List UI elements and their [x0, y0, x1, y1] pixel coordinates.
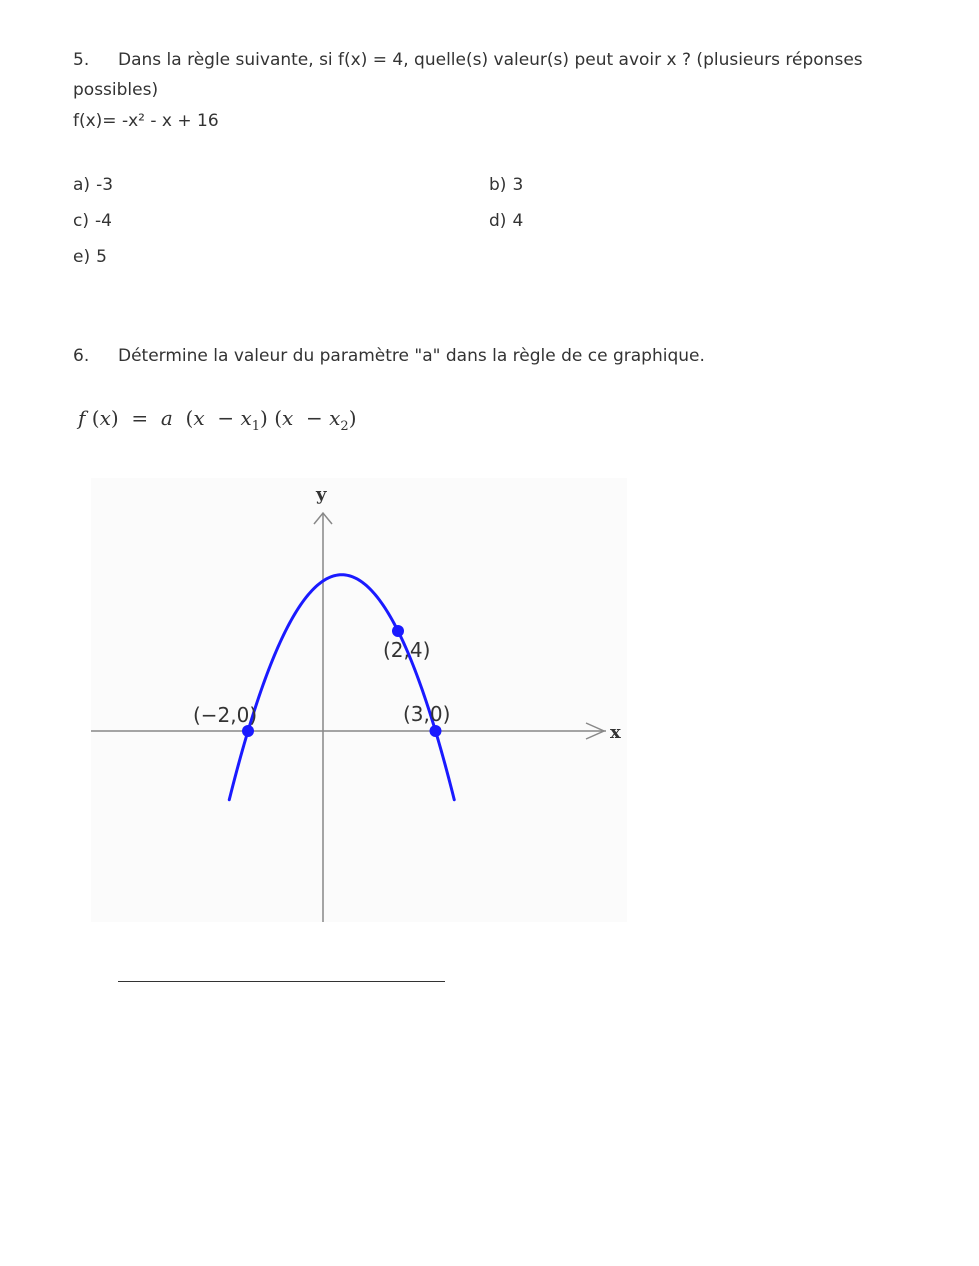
- parabola-curve: [229, 575, 454, 800]
- question-5-number: 5.: [73, 50, 90, 70]
- option-value: 4: [512, 211, 524, 231]
- option-b[interactable]: [489, 175, 523, 195]
- point-3-0: [430, 725, 442, 737]
- question-5-rule: f(x)= -x² - x + 16: [73, 111, 219, 131]
- option-d[interactable]: [489, 211, 523, 231]
- y-axis-label: y: [316, 484, 327, 505]
- question-6-number: 6.: [73, 346, 90, 366]
- label-3-0: (3,0): [403, 702, 451, 726]
- factored-form-formula: f (x) = a $(x - x_1)$ $(x - x_2)$: [78, 406, 357, 434]
- label-2-4: (2,4): [383, 638, 431, 662]
- parabola-graph: [91, 478, 627, 922]
- question-5-text-line2: possibles): [73, 80, 159, 100]
- question-5-text-line1: Dans la règle suivante, si f(x) = 4, quelle(s) valeur(s) peut avoir x ? (plusieurs réponses: [118, 50, 863, 70]
- option-e[interactable]: [73, 247, 107, 267]
- question-6-text: Détermine la valeur du paramètre "a" dans la règle de ce graphique.: [118, 346, 705, 366]
- option-letter: d): [489, 211, 507, 231]
- option-a[interactable]: [73, 175, 113, 195]
- option-value: -3: [96, 175, 114, 195]
- option-letter: c): [73, 211, 89, 231]
- option-c[interactable]: [73, 211, 112, 231]
- option-value: -4: [94, 211, 112, 231]
- x-axis-label: x: [610, 722, 621, 743]
- option-value: 5: [96, 247, 107, 267]
- answer-line[interactable]: [118, 981, 445, 982]
- option-letter: a): [73, 175, 91, 195]
- option-letter: e): [73, 247, 91, 267]
- option-value: 3: [512, 175, 524, 195]
- option-letter: b): [489, 175, 507, 195]
- point-2-4: [392, 625, 404, 637]
- label-neg2-0: (−2,0): [193, 703, 258, 727]
